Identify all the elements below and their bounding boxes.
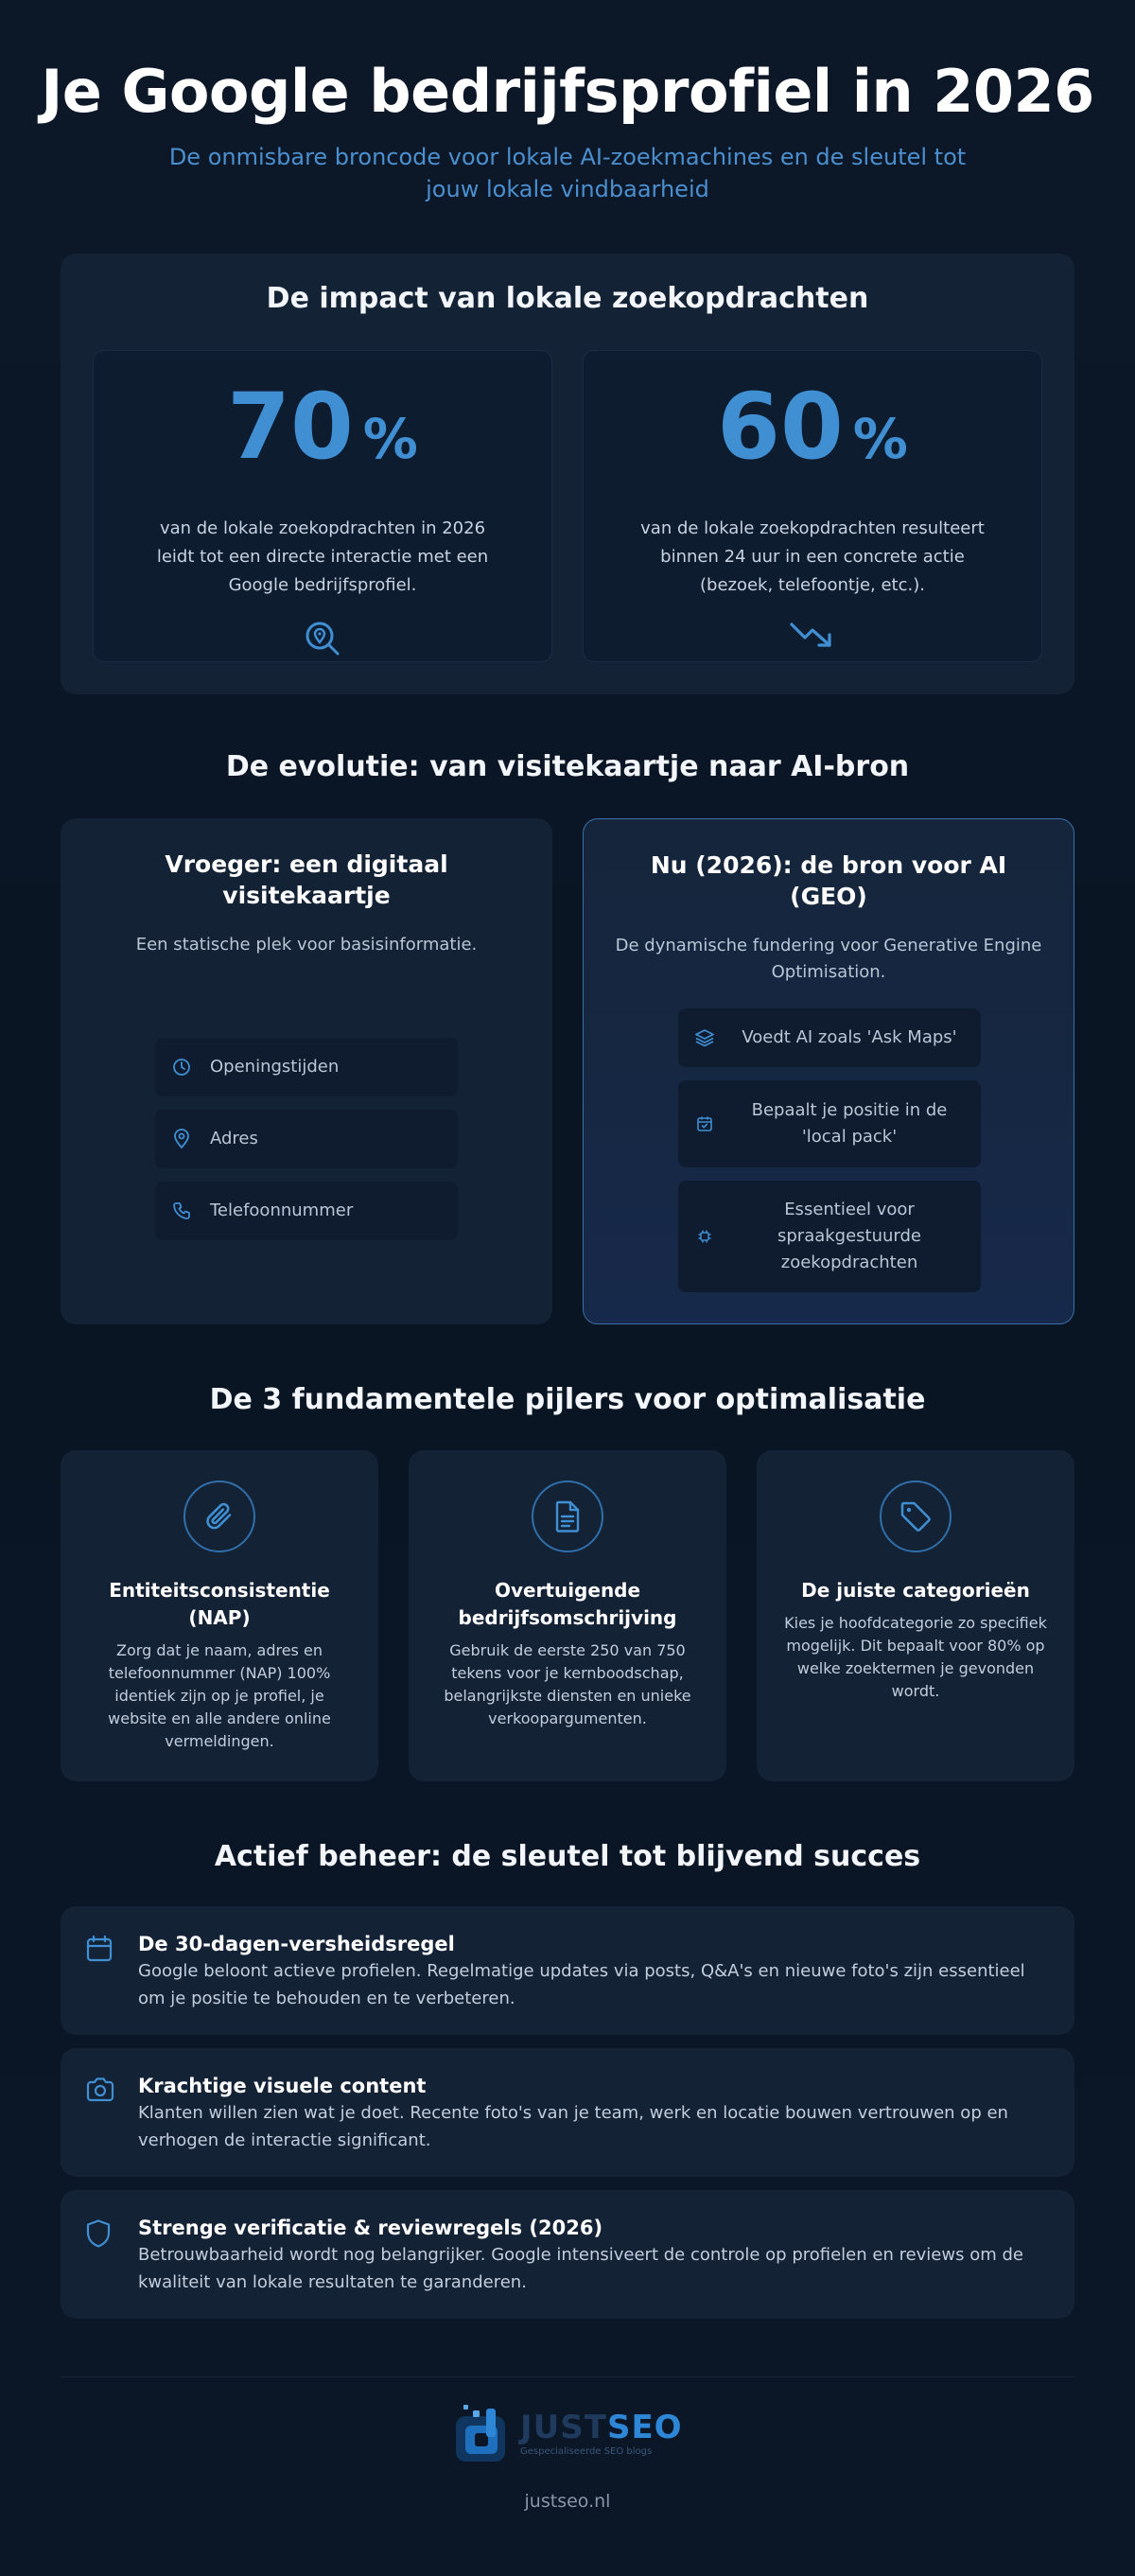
header: [0, 57, 1135, 205]
paperclip-icon: [183, 1481, 255, 1552]
management-title: Actief beheer: de sleutel tot blijvend succes: [214, 1840, 921, 1873]
list-item: [155, 1182, 458, 1240]
document-icon: [532, 1481, 603, 1552]
shield-icon: [85, 2218, 112, 2252]
page-title: Je Google bedrijfsprofiel in 2026: [41, 57, 1094, 126]
stat-unit: %: [362, 407, 418, 471]
list-item-label: Openingstijden: [210, 1057, 340, 1077]
evolution-before-desc: Een statische plek voor basisinformatie.: [135, 935, 478, 955]
management-item-title: De 30-dagen-versheidsregel: [138, 1933, 455, 1955]
list-item: [155, 1038, 458, 1096]
list-item: [678, 1008, 981, 1067]
logo-word-seo: SEO: [606, 2409, 683, 2446]
management-item-text: Klanten willen zien wat je doet. Recente foto's van je team, werk en locatie bouwen vertrouwen op en verhogen de interactie significant.: [138, 2103, 1008, 2150]
management-item-title: Krachtige visuele content: [138, 2075, 427, 2097]
tag-icon: [880, 1481, 952, 1552]
evolution-before-list: [155, 1038, 458, 1253]
pillar-title: Entiteitsconsistentie (NAP): [109, 1579, 330, 1629]
pillar-title: Overtuigende bedrijfsomschrijving: [458, 1579, 677, 1629]
logo-word-just: JUST: [520, 2409, 607, 2446]
stat-text: van de lokale zoekopdrachten in 2026 leidt tot een directe interactie met een Google bedrijfsprofiel.: [156, 518, 489, 595]
pin-icon: [170, 1129, 193, 1149]
layers-icon: [693, 1028, 716, 1047]
map-search-icon: [94, 619, 551, 662]
management-item-text: Betrouwbaarheid wordt nog belangrijker. Google intensiveert de controle op profielen en reviews om de kwaliteit van lokale resultaten te garanderen.: [138, 2245, 1023, 2292]
phone-icon: [170, 1201, 193, 1220]
evolution-now-desc: De dynamische fundering voor Generative Engine Optimisation.: [615, 936, 1042, 982]
logo-tagline: Gespecialiseerde SEO blogs: [520, 2446, 653, 2457]
list-item-label: Bepaalt je positie in de 'local pack': [751, 1100, 948, 1147]
pillar-card-nap: [61, 1450, 378, 1781]
pillar-card-categories: [757, 1450, 1074, 1781]
evolution-now-title: Nu (2026): de bron voor AI (GEO): [650, 851, 1007, 910]
list-item: [155, 1110, 458, 1168]
pillar-card-description: [409, 1450, 726, 1781]
evolution-now-card: [583, 818, 1074, 1324]
list-item-label: Adres: [210, 1129, 258, 1148]
evolution-title: De evolutie: van visitekaartje naar AI-bron: [225, 750, 910, 783]
evolution-before-title: Vroeger: een digitaal visitekaartje: [165, 850, 448, 909]
list-item: [678, 1181, 981, 1292]
evolution-now-list: [678, 1008, 981, 1306]
pillars-title: De 3 fundamentele pijlers voor optimalisatie: [209, 1383, 926, 1416]
management-item-verification: [61, 2190, 1074, 2319]
pillar-text: Zorg dat je naam, adres en telefoonnummer (NAP) 100% identiek zijn op je profiel, je website en alle andere online vermeldingen.: [108, 1641, 331, 1750]
pillar-text: Kies je hoofdcategorie zo specifiek mogelijk. Dit bepaalt voor 80% op welke zoektermen je gevonden wordt.: [784, 1614, 1047, 1700]
pillar-title: De juiste categorieën: [801, 1579, 1030, 1602]
stat-text: van de lokale zoekopdrachten resulteert binnen 24 uur in een concrete actie (bezoek, telefoontje, etc.).: [640, 518, 985, 595]
impact-title: De impact van lokale zoekopdrachten: [266, 282, 869, 315]
management-item-text: Google beloont actieve profielen. Regelmatige updates via posts, Q&A's en nieuwe foto's zijn essentieel om je positie te behouden en te verbeteren.: [138, 1961, 1025, 2008]
camera-icon: [85, 2077, 115, 2107]
list-item: [678, 1080, 981, 1167]
calendar-icon: [693, 1115, 716, 1132]
management-item-title: Strenge verificatie & reviewregels (2026): [138, 2217, 603, 2239]
management-item-freshness: [61, 1906, 1074, 2035]
stat-value: 70: [227, 374, 354, 480]
stat-unit: %: [852, 407, 908, 471]
logo-wordmark: [520, 2409, 683, 2446]
list-item-label: Essentieel voor spraakgestuurde zoekopdrachten: [777, 1200, 922, 1272]
stat-value: 60: [717, 374, 844, 480]
stat-number: [94, 374, 551, 486]
chip-icon: [693, 1229, 716, 1244]
management-item-visual: [61, 2048, 1074, 2177]
stat-card-60: [583, 350, 1042, 662]
page-subtitle: De onmisbare broncode voor lokale AI-zoekmachines en de sleutel tot jouw lokale vindbaarheid: [168, 144, 967, 202]
evolution-before-card: [61, 818, 552, 1324]
footer-divider: [61, 2376, 1074, 2377]
impact-section: [61, 254, 1074, 694]
list-item-label: Voedt AI zoals 'Ask Maps': [742, 1027, 957, 1047]
pillar-text: Gebruik de eerste 250 van 750 tekens voor je kernboodschap, belangrijkste diensten en unieke verkoopargumenten.: [444, 1641, 691, 1727]
clock-icon: [170, 1058, 193, 1077]
justseo-logo[interactable]: [454, 2403, 681, 2469]
site-url[interactable]: justseo.nl: [524, 2491, 611, 2512]
logo-mark-icon: [454, 2403, 513, 2465]
calendar-icon: [85, 1935, 114, 1967]
stat-number: [584, 374, 1041, 486]
list-item-label: Telefoonnummer: [210, 1200, 354, 1220]
stat-card-70: [93, 350, 552, 662]
trend-down-icon: [584, 619, 1041, 655]
